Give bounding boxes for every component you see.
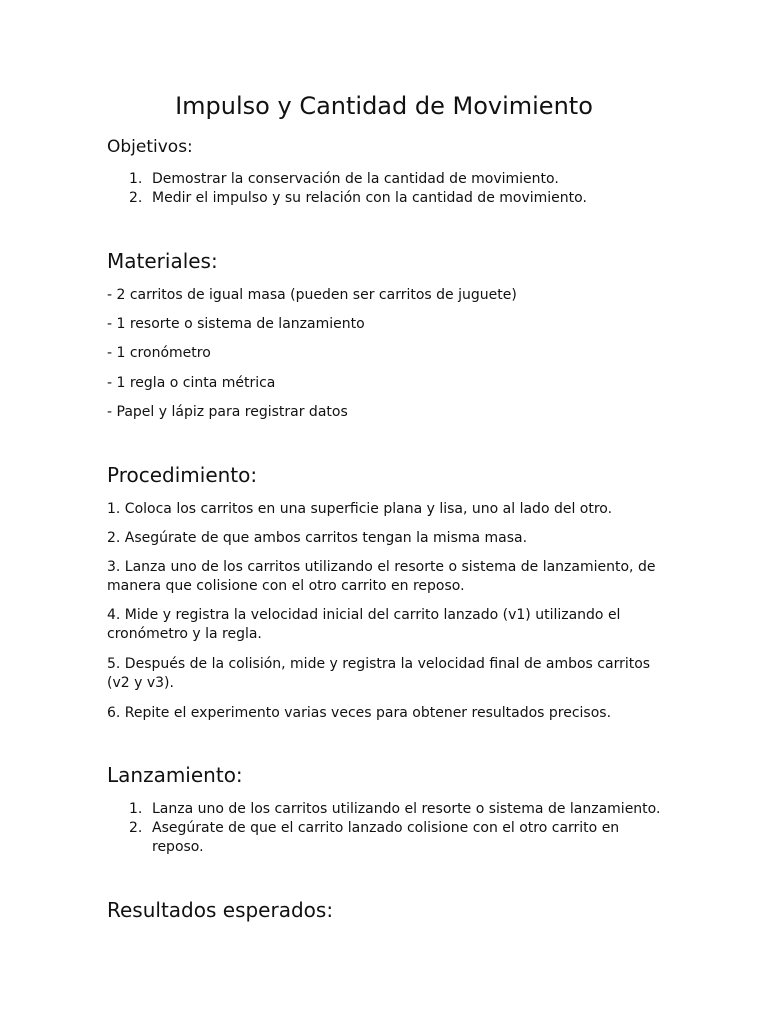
section-heading-procedimiento: Procedimiento: xyxy=(107,463,258,487)
list-item-text: Asegúrate de que el carrito lanzado colisione con el otro carrito en reposo. xyxy=(152,820,620,855)
procedimiento-step: 6. Repite el experimento varias veces para obtener resultados precisos. xyxy=(107,705,612,721)
procedimiento-step: 5. Después de la colisión, mide y registra la velocidad final de ambos carritos (v2 y v3). xyxy=(107,656,651,691)
materiales-item: - 1 regla o cinta métrica xyxy=(107,375,276,391)
document-title: Impulso y Cantidad de Movimiento xyxy=(175,92,593,120)
list-item-text: Demostrar la conservación de la cantidad de movimiento. xyxy=(152,171,559,187)
materiales-item: - 2 carritos de igual masa (pueden ser carritos de juguete) xyxy=(107,287,517,303)
list-item-text: Medir el impulso y su relación con la cantidad de movimiento. xyxy=(152,190,587,206)
list-item-number: 1. xyxy=(129,171,143,187)
objetivos-list xyxy=(107,170,667,208)
section-heading-materiales: Materiales: xyxy=(107,249,218,273)
section-heading-objetivos: Objetivos: xyxy=(107,137,193,157)
lanzamiento-list xyxy=(107,800,667,857)
materiales-item: - 1 resorte o sistema de lanzamiento xyxy=(107,316,365,332)
procedimiento-step: 1. Coloca los carritos en una superficie plana y lisa, uno al lado del otro. xyxy=(107,501,613,517)
materiales-item: - 1 cronómetro xyxy=(107,345,211,361)
list-item-number: 2. xyxy=(129,190,143,206)
list-item-number: 1. xyxy=(129,801,143,817)
list-item-number: 2. xyxy=(129,820,143,836)
list-item xyxy=(107,800,667,819)
materiales-item: - Papel y lápiz para registrar datos xyxy=(107,404,348,420)
list-item xyxy=(107,819,667,857)
section-heading-lanzamiento: Lanzamiento: xyxy=(107,763,243,787)
procedimiento-step: 3. Lanza uno de los carritos utilizando el resorte o sistema de lanzamiento, de manera que colisione con el otro carrito en reposo. xyxy=(107,559,656,594)
list-item xyxy=(107,189,667,208)
section-heading-resultados: Resultados esperados: xyxy=(107,898,334,922)
list-item-text: Lanza uno de los carritos utilizando el resorte o sistema de lanzamiento. xyxy=(152,801,661,817)
list-item xyxy=(107,170,667,189)
procedimiento-step: 2. Asegúrate de que ambos carritos tengan la misma masa. xyxy=(107,530,528,546)
procedimiento-step: 4. Mide y registra la velocidad inicial del carrito lanzado (v1) utilizando el cronómetro y la regla. xyxy=(107,607,621,642)
